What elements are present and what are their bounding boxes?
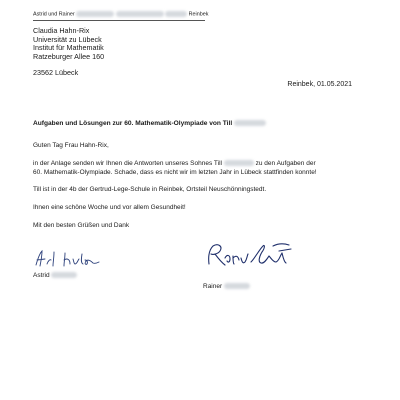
greeting: Guten Tag Frau Hahn-Rix, (33, 142, 109, 149)
redacted-street (116, 11, 164, 17)
paragraph-2: Till ist in der 4b der Gertrud-Lege-Schule in Reinbek, Ortsteil Neuschönningstedt. (33, 186, 267, 193)
signature-right-handwriting (203, 240, 295, 272)
recipient-name: Claudia Hahn-Rix (33, 26, 90, 35)
signature-right-name: Rainer (203, 283, 223, 290)
paragraph-1-line-1 (33, 160, 316, 168)
paragraph-1-line-2: 60. Mathematik-Olympiade. Schade, dass es nicht wir im letzten Jahr in Lübeck stattfinden konnte! (33, 168, 317, 176)
signature-left (33, 272, 77, 279)
redacted-surname (224, 283, 250, 289)
redacted-surname (224, 160, 254, 166)
paragraph-1-text-a: in der Anlage senden wir Ihnen die Antworten unseres Sohnes Till (33, 160, 222, 167)
recipient-city: 23562 Lübeck (33, 68, 79, 77)
signature-left-name: Astrid (33, 272, 50, 279)
signature-left-handwriting (33, 248, 105, 270)
closing: Mit den besten Grüßen und Dank (33, 222, 130, 229)
sender-return-line (33, 11, 208, 17)
sender-underline (33, 20, 205, 21)
subject-text: Aufgaben und Lösungen zur 60. Mathematik-Olympiade von Till (33, 120, 233, 127)
recipient-university: Universität zu Lübeck (33, 34, 102, 44)
letter-subject (33, 120, 266, 127)
sender-names: Astrid und Rainer (33, 11, 75, 18)
sender-city: Reinbek (188, 11, 209, 18)
redacted-surname (234, 120, 266, 126)
redacted-surname (76, 11, 114, 17)
redacted-surname (51, 272, 77, 278)
paragraph-1-text-b: zu den Aufgaben der (255, 160, 316, 167)
recipient-street: Ratzeburger Allee 160 (33, 51, 105, 61)
recipient-institute: Institut für Mathematik (33, 43, 104, 53)
redacted-zip (165, 11, 187, 17)
signature-right (203, 283, 250, 290)
letter-date: Reinbek, 01.05.2021 (287, 81, 352, 88)
paragraph-3: Ihnen eine schöne Woche und vor allem Gesundheit! (33, 204, 186, 211)
